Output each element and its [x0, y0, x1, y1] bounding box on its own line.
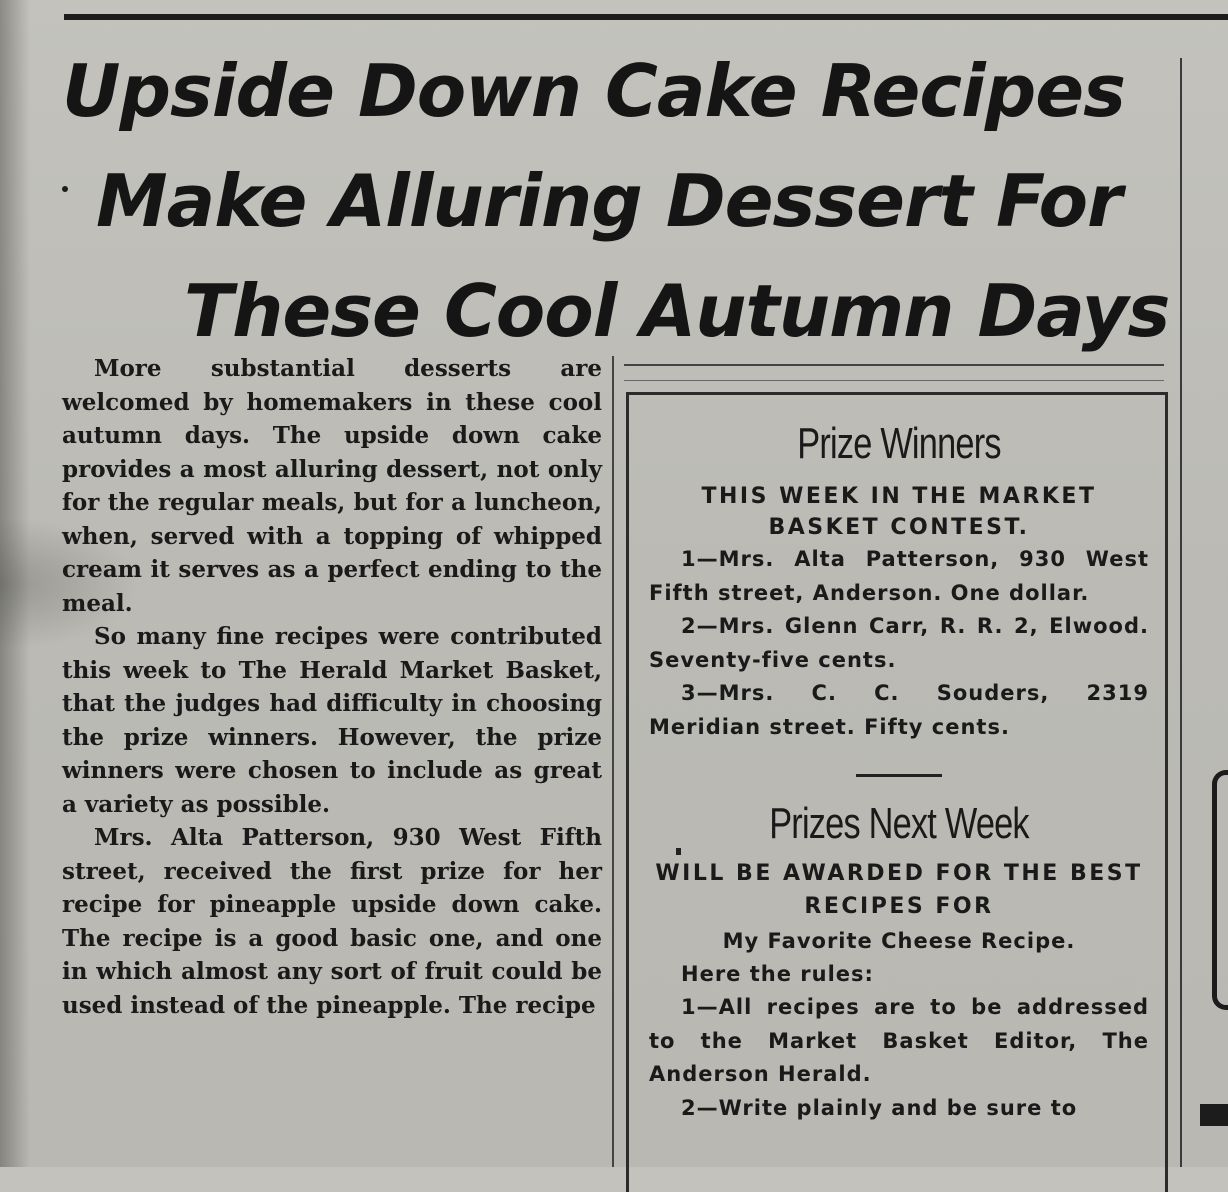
- article-paragraph: So many fine recipes were contributed this week to The Herald Market Basket, that the judges had difficulty in choosing the prize winners. However, the prize winners were chosen to include as great a variety as possible.: [62, 623, 602, 818]
- sidebar-top-rule: [624, 364, 1164, 366]
- winner-entry: 1—Mrs. Alta Patterson, 930 West Fifth street, Anderson. One dollar.: [649, 547, 1149, 605]
- winner-entry: 3—Mrs. C. C. Souders, 2319 Meridian street. Fifty cents.: [649, 681, 1149, 739]
- right-column-rule: [1180, 58, 1182, 1167]
- column-divider: [612, 356, 614, 1167]
- headline-line-2: Make Alluring Dessert For: [96, 159, 1122, 243]
- headline-dot: [62, 186, 68, 192]
- winner-entry: 2—Mrs. Glenn Carr, R. R. 2, Elwood. Seventy-five cents.: [649, 614, 1149, 672]
- recipe-topic: My Favorite Cheese Recipe.: [722, 929, 1076, 953]
- headline-line-3: These Cool Autumn Days: [184, 269, 1170, 353]
- adjacent-column-mark: [1200, 1104, 1228, 1126]
- rules-heading: Here the rules:: [681, 962, 874, 986]
- rules-list: [649, 991, 1149, 1125]
- next-week-heading: Prizes Next Week: [769, 799, 1029, 848]
- top-rule: [64, 14, 1228, 20]
- article-paragraph: Mrs. Alta Patterson, 930 West Fifth street, received the first prize for her recipe for pineapple upside down cake. The recipe is a good basic one, and one in which almost any sort of fruit could be used instead of the pineapple. The recipe: [62, 824, 602, 1019]
- adjacent-column-bracket: [1212, 770, 1228, 1010]
- article-paragraph: More substantial desserts are welcomed by homemakers in these cool autumn days. The upside down cake provides a most alluring dessert, not only for the regular meals, but for a luncheon, when, served with a topping of whipped cream it serves as a perfect ending to the meal.: [62, 355, 602, 617]
- section-separator: [856, 774, 942, 777]
- rule-entry: 2—Write plainly and be sure to: [681, 1095, 1078, 1120]
- sidebar-top-rule-thin: [624, 380, 1164, 381]
- next-week-subheading: WILL BE AWARDED FOR THE BEST RECIPES FOR: [655, 861, 1143, 919]
- winners-list: [649, 543, 1149, 744]
- next-week-bullet: [676, 848, 681, 855]
- contest-box-content: [649, 395, 1149, 1125]
- headline-line-1: Upside Down Cake Recipes: [62, 49, 1125, 133]
- rule-entry: 1—All recipes are to be addressed to the Market Basket Editor, The Anderson Herald.: [649, 995, 1149, 1086]
- article-body: [62, 352, 602, 1022]
- prize-winners-subheading: THIS WEEK IN THE MARKET BASKET CONTEST.: [701, 484, 1097, 540]
- prize-winners-heading: Prize Winners: [797, 419, 1001, 468]
- page-edge-shadow: [0, 0, 30, 1167]
- headline: [40, 36, 1180, 366]
- contest-box: [626, 392, 1168, 1192]
